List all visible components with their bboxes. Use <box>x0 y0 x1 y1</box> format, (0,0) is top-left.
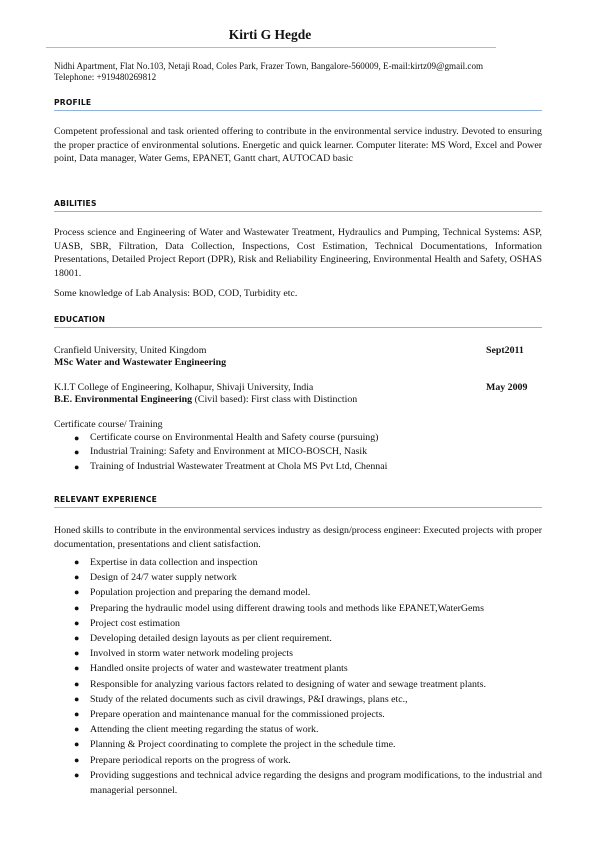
list-item: ● Training of Industrial Wastewater Treatment at Chola MS Pvt Ltd, Chennai <box>54 460 542 474</box>
list-item: ● Prepare operation and maintenance manual for the commissioned projects. <box>54 707 542 722</box>
candidate-name: Kirti G Hegde <box>228 27 312 42</box>
education-date: Sept2011 <box>486 345 524 356</box>
education-divider <box>54 327 542 328</box>
phone-line: Telephone: +919480269812 <box>54 72 157 83</box>
education-degree-detail: (Civil based): First class with Distinction <box>192 394 358 405</box>
list-item: ● Handled onsite projects of water and wastewater treatment plants <box>54 661 542 676</box>
bullet-dot-icon: ● <box>74 461 80 472</box>
certificate-heading: Certificate course/ Training <box>54 419 163 430</box>
bullet-dot-icon: ● <box>74 433 80 443</box>
list-item: ● Attending the client meeting regarding the status of work. <box>54 722 542 737</box>
bullet-dot-icon: ● <box>74 633 80 644</box>
list-item: ● Design of 24/7 water supply network <box>54 570 542 585</box>
experience-intro: Honed skills to contribute in the environmental services industry as design/process engineer: Executed projects with proper documentation, presentations and client satisfaction. <box>54 525 542 550</box>
profile-heading: PROFILE <box>54 98 92 107</box>
education-degree: MSc Water and Wastewater Engineering <box>54 357 227 368</box>
bullet-dot-icon: ● <box>74 587 80 598</box>
experience-divider <box>54 507 542 508</box>
experience-heading: RELEVANT EXPERIENCE <box>54 495 158 504</box>
list-item: ● Study of the related documents such as civil drawings, P&I drawings, plans etc., <box>54 692 542 707</box>
abilities-heading: ABILITIES <box>54 199 97 208</box>
bullet-dot-icon: ● <box>74 663 80 674</box>
list-item: ● Population projection and preparing the demand model. <box>54 585 542 600</box>
bullet-dot-icon: ● <box>74 617 80 628</box>
education-degree: B.E. Environmental Engineering <box>54 394 193 405</box>
bullet-dot-icon: ● <box>74 557 80 567</box>
education-heading: EDUCATION <box>54 315 106 324</box>
list-item: ● Involved in storm water network modeling projects <box>54 646 542 661</box>
education-institution: Cranfield University, United Kingdom <box>54 345 207 356</box>
bullet-dot-icon: ● <box>74 754 80 765</box>
bullet-dot-icon: ● <box>74 572 80 583</box>
list-item: ● Industrial Training: Safety and Environment at MICO-BOSCH, Nasik <box>54 445 542 459</box>
header-divider <box>46 47 496 48</box>
list-item: ● Prepare periodical reports on the progress of work. <box>54 753 542 768</box>
address-line: Nidhi Apartment, Flat No.103, Netaji Road, Coles Park, Frazer Town, Bangalore-560009, E-mail:kirtz09@gmail.com <box>54 61 484 71</box>
list-item: ● Developing detailed design layouts as per client requirement. <box>54 631 542 646</box>
bullet-dot-icon: ● <box>74 648 80 659</box>
list-item: ● Expertise in data collection and inspection <box>54 555 542 570</box>
lab-analysis-text: Some knowledge of Lab Analysis: BOD, COD, Turbidity etc. <box>54 288 298 299</box>
bullet-dot-icon: ● <box>74 709 80 720</box>
list-item: ● Planning & Project coordinating to complete the project in the schedule time. <box>54 737 542 752</box>
list-item: ● Providing suggestions and technical advice regarding the designs and program modifications, to the industrial and managerial personnel. <box>74 769 542 797</box>
list-item: ● Project cost estimation <box>54 616 542 631</box>
bullet-dot-icon: ● <box>74 739 80 750</box>
experience-list <box>54 555 542 798</box>
profile-text: Competent professional and task oriented offering to contribute in the environmental service industry. Devoted to ensuring the proper practice of environmental solutions. Energetic and quick learner. Computer literate: MS Word, Excel and Power point, Data manager, Water Gems, EPANET, Gantt chart, AUTOCAD basic <box>54 126 542 165</box>
education-institution: K.I.T College of Engineering, Kolhapur, Shivaji University, India <box>54 382 314 393</box>
list-item: ● Responsible for analyzing various factors related to designing of water and sewage treatment plants. <box>54 677 542 692</box>
education-degree-line <box>54 394 357 405</box>
bullet-dot-icon: ● <box>74 447 80 458</box>
certificate-list <box>54 431 542 474</box>
abilities-text: Process science and Engineering of Water and Wastewater Treatment, Hydraulics and Pumping, Technical Systems: ASP, UASB, SBR, Filtration, Data Collection, Inspections, Cost Estimation, Technical Documentations, Information Presentations, Detailed Project Report (DPR), Risk and Reliability Engineering, Environmental Health and Safety, OSHAS 18001. <box>54 227 542 280</box>
abilities-divider <box>54 211 542 212</box>
contact-block <box>54 61 483 84</box>
education-date: May 2009 <box>486 382 528 393</box>
bullet-dot-icon: ● <box>74 678 80 689</box>
bullet-dot-icon: ● <box>74 693 80 704</box>
bullet-dot-icon: ● <box>74 602 80 613</box>
list-item: ● Preparing the hydraulic model using different drawing tools and methods like EPANET,WaterGems <box>54 601 542 616</box>
bullet-dot-icon: ● <box>74 724 80 735</box>
profile-divider <box>54 110 542 111</box>
list-item: ● Certificate course on Environmental Health and Safety course (pursuing) <box>54 431 542 445</box>
bullet-dot-icon: ● <box>74 769 80 780</box>
